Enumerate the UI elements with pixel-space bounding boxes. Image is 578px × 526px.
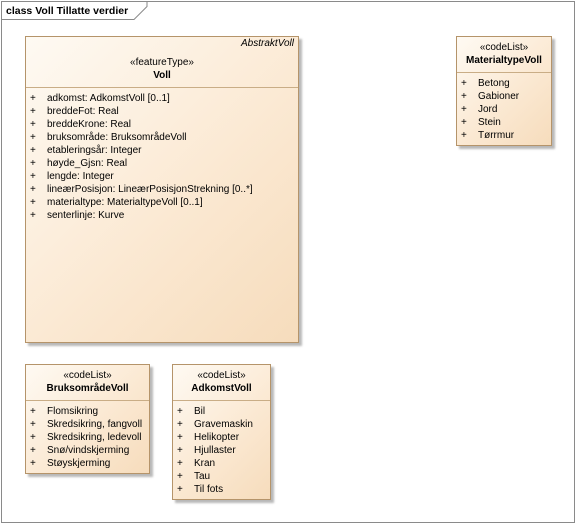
code-value-text: Helikopter [194, 432, 240, 443]
attribute-text: breddeFot: Real [47, 106, 119, 117]
class-materialtypevoll-name: MaterialtypeVoll [466, 55, 542, 66]
visibility-public: + [177, 484, 183, 495]
visibility-public: + [30, 184, 36, 195]
visibility-public: + [461, 117, 467, 128]
visibility-public: + [30, 458, 36, 469]
code-value [26, 444, 149, 457]
class-voll[interactable] [25, 36, 299, 343]
attribute-text: bruksområde: BruksområdeVoll [47, 132, 187, 143]
visibility-public: + [30, 119, 36, 130]
code-value-text: Tau [194, 471, 211, 482]
code-value [26, 405, 149, 418]
code-value [457, 90, 551, 103]
code-value-text: Skredsikring, fangvoll [47, 419, 143, 430]
class-adkomstvoll-header [173, 365, 270, 401]
attribute-adkomst [26, 92, 298, 105]
visibility-public: + [30, 419, 36, 430]
visibility-public: + [177, 471, 183, 482]
visibility-public: + [30, 93, 36, 104]
code-value-text: Flomsikring [47, 406, 99, 417]
code-value [173, 457, 270, 470]
code-value [457, 103, 551, 116]
class-adkomstvoll-stereotype: «codeList» [197, 370, 246, 381]
attribute-text: adkomst: AdkomstVoll [0..1] [47, 93, 170, 104]
code-value [173, 405, 270, 418]
code-value-text: Støyskjerming [47, 458, 111, 469]
visibility-public: + [30, 132, 36, 143]
class-bruksomradevoll-stereotype: «codeList» [63, 370, 112, 381]
code-value [457, 77, 551, 90]
code-value-text: Skredsikring, ledevoll [47, 432, 142, 443]
visibility-public: + [30, 158, 36, 169]
code-value [457, 129, 551, 142]
code-value-text: Tørrmur [478, 130, 515, 141]
code-value-text: Stein [478, 117, 501, 128]
code-value [26, 457, 149, 470]
class-bruksomradevoll-values [26, 401, 149, 470]
attribute-text: senterlinje: Kurve [47, 210, 125, 221]
class-voll-attributes [26, 88, 298, 222]
code-value [173, 418, 270, 431]
code-value-text: Til fots [194, 484, 224, 495]
code-value [173, 483, 270, 496]
visibility-public: + [30, 197, 36, 208]
attribute-etableringsar [26, 144, 298, 157]
class-materialtypevoll-header [457, 37, 551, 73]
class-voll-stereotype: «featureType» [130, 57, 194, 68]
visibility-public: + [177, 419, 183, 430]
class-adkomstvoll[interactable] [172, 364, 271, 500]
attribute-text: høyde_Gjsn: Real [47, 158, 128, 169]
code-value [26, 431, 149, 444]
class-bruksomradevoll[interactable] [25, 364, 150, 474]
attribute-text: lineærPosisjon: LineærPosisjonStrekning [0..*] [47, 184, 253, 195]
visibility-public: + [30, 171, 36, 182]
visibility-public: + [177, 445, 183, 456]
class-voll-parent-label: AbstraktVoll [241, 38, 294, 49]
attribute-text: lengde: Integer [47, 171, 114, 182]
attribute-lengde [26, 170, 298, 183]
attribute-breddekrone [26, 118, 298, 131]
class-adkomstvoll-values [173, 401, 270, 496]
code-value-text: Jord [478, 104, 498, 115]
attribute-breddefot [26, 105, 298, 118]
visibility-public: + [461, 78, 467, 89]
class-adkomstvoll-name: AdkomstVoll [191, 383, 252, 394]
attribute-bruksomrade [26, 131, 298, 144]
attribute-senterlinje [26, 209, 298, 222]
frame-title-tab [1, 1, 148, 20]
visibility-public: + [30, 210, 36, 221]
class-materialtypevoll-values [457, 73, 551, 142]
code-value-text: Bil [194, 406, 206, 417]
code-value-text: Snø/vindskjerming [47, 445, 130, 456]
visibility-public: + [177, 458, 183, 469]
code-value-text: Betong [478, 78, 510, 89]
class-bruksomradevoll-name: BruksområdeVoll [46, 383, 129, 394]
visibility-public: + [30, 445, 36, 456]
visibility-public: + [461, 91, 467, 102]
code-value [26, 418, 149, 431]
attribute-linearposisjon [26, 183, 298, 196]
code-value-text: Hjullaster [194, 445, 236, 456]
code-value [173, 444, 270, 457]
code-value-text: Gabioner [478, 91, 520, 102]
visibility-public: + [30, 106, 36, 117]
code-value-text: Gravemaskin [194, 419, 253, 430]
visibility-public: + [177, 432, 183, 443]
class-materialtypevoll-stereotype: «codeList» [479, 42, 529, 53]
attribute-text: breddeKrone: Real [47, 119, 131, 130]
attribute-text: etableringsår: Integer [47, 145, 142, 156]
class-bruksomradevoll-header [26, 365, 149, 401]
visibility-public: + [177, 406, 183, 417]
visibility-public: + [30, 406, 36, 417]
visibility-public: + [461, 104, 467, 115]
code-value [173, 431, 270, 444]
visibility-public: + [30, 145, 36, 156]
frame-title: class Voll Tillatte verdier [6, 5, 129, 17]
visibility-public: + [30, 432, 36, 443]
attribute-hoyde-gjsn [26, 157, 298, 170]
code-value [173, 470, 270, 483]
class-voll-name: Voll [153, 70, 171, 81]
attribute-text: materialtype: MaterialtypeVoll [0..1] [47, 197, 203, 208]
visibility-public: + [461, 130, 467, 141]
class-materialtypevoll[interactable] [456, 36, 552, 146]
attribute-materialtype [26, 196, 298, 209]
code-value-text: Kran [194, 458, 216, 469]
class-voll-header [26, 37, 298, 88]
code-value [457, 116, 551, 129]
